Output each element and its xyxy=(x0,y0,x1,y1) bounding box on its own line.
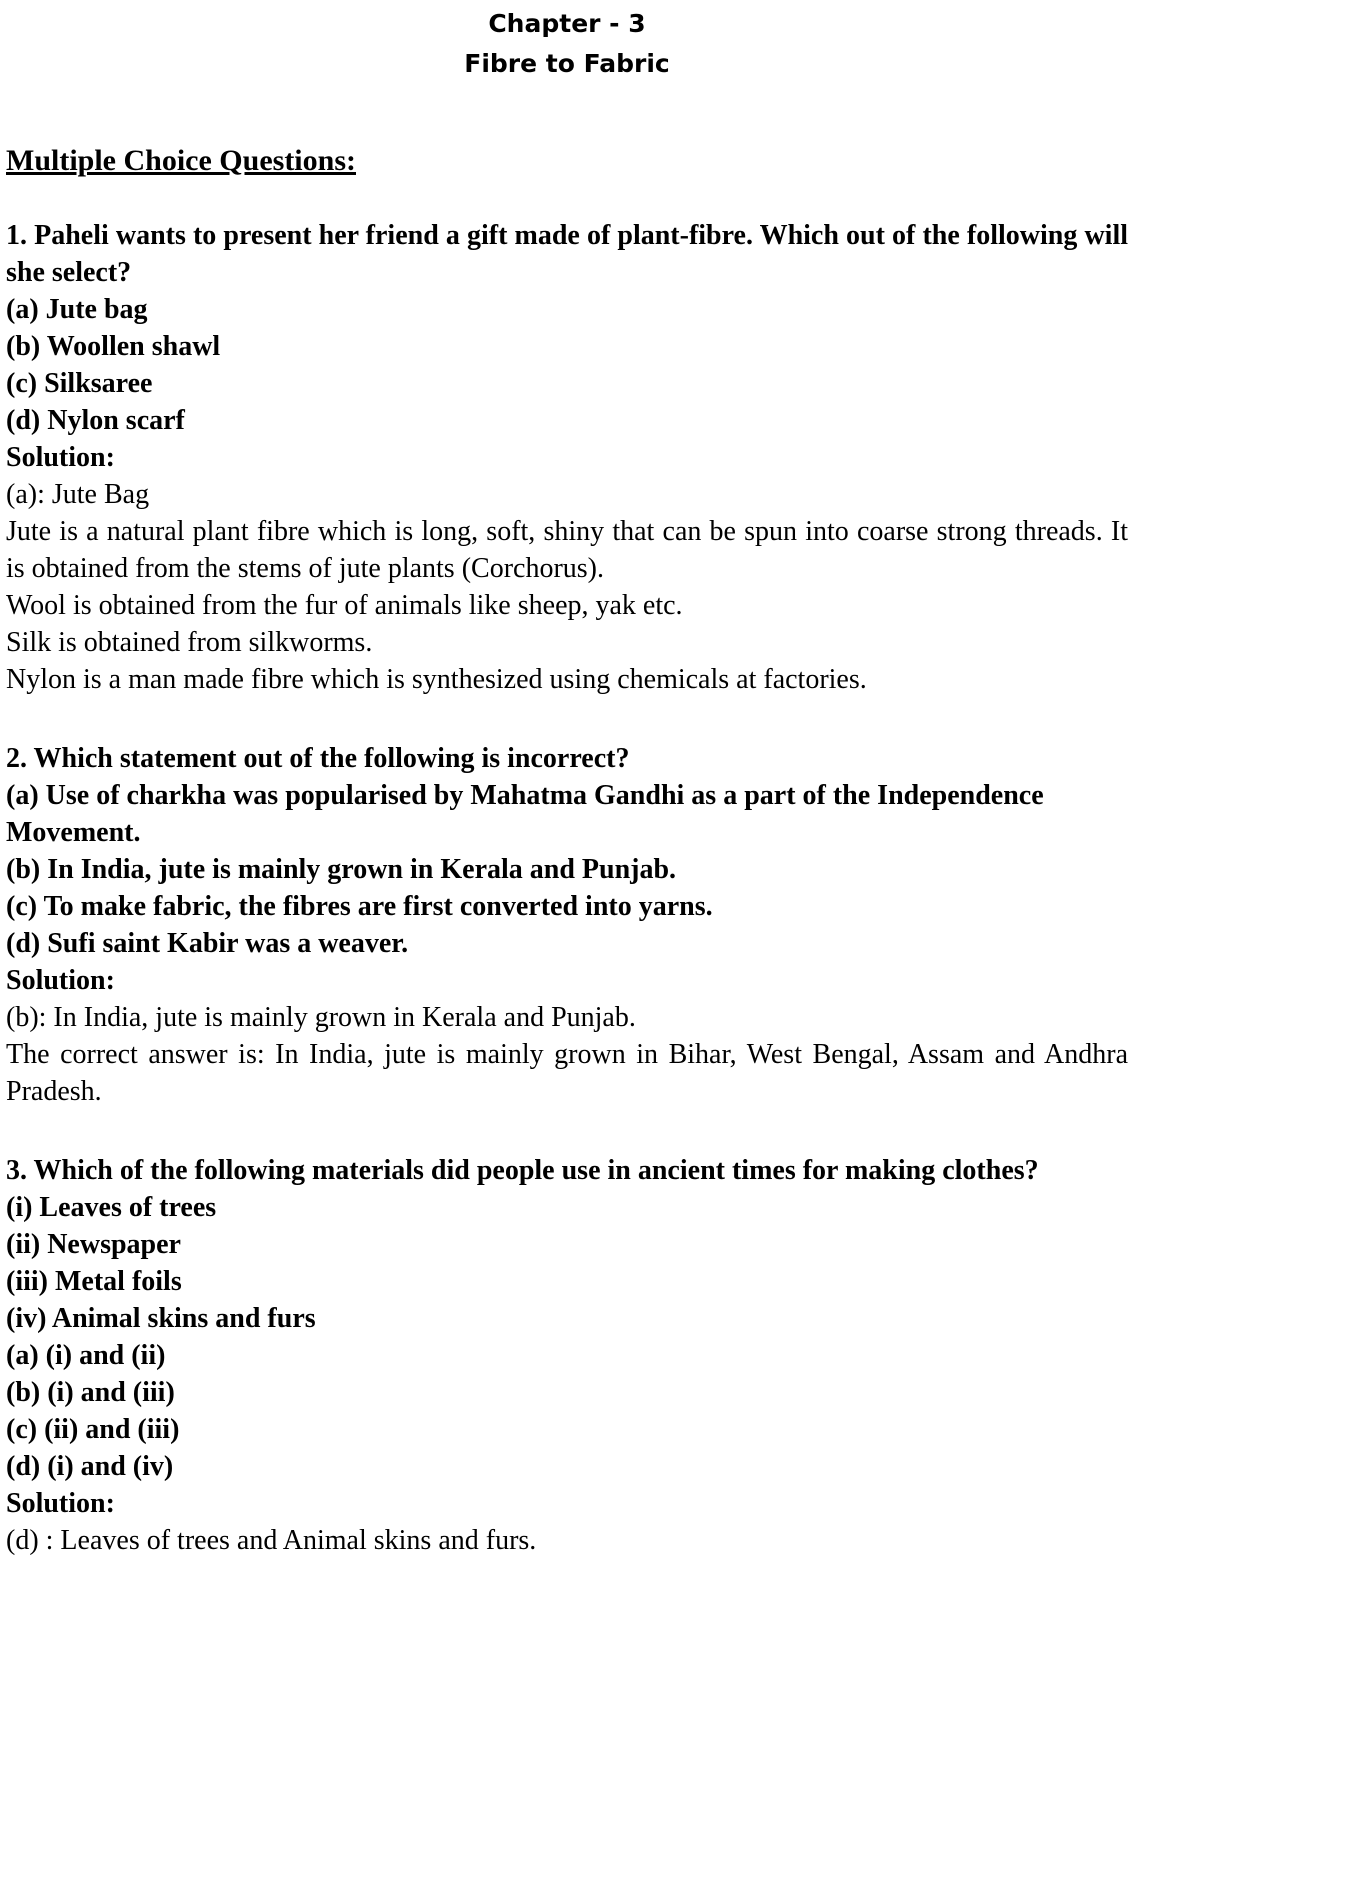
question-block-2 xyxy=(6,740,1128,1110)
question-2-explanation-1: The correct answer is: In India, jute is mainly grown in Bihar, West Bengal, Assam and Andhra Pradesh. xyxy=(6,1039,1128,1107)
question-3-solution-label: Solution: xyxy=(6,1488,115,1519)
question-2-option-d: (d) Sufi saint Kabir was a weaver. xyxy=(6,928,409,959)
question-1-option-a: (a) Jute bag xyxy=(6,294,148,325)
question-2-answer: (b): In India, jute is mainly grown in Kerala and Punjab. xyxy=(6,1002,636,1033)
question-3-item-ii: (ii) Newspaper xyxy=(6,1229,181,1260)
question-1-text: 1. Paheli wants to present her friend a gift made of plant-fibre. Which out of the following will she select? xyxy=(6,220,1128,288)
question-1-explanation-1: Jute is a natural plant fibre which is long, soft, shiny that can be spun into coarse strong threads. It is obtained from the stems of jute plants (Corchorus). xyxy=(6,516,1128,584)
question-3-option-c: (c) (ii) and (iii) xyxy=(6,1414,180,1445)
question-2-text: 2. Which statement out of the following is incorrect? xyxy=(6,743,630,774)
question-3-item-iii: (iii) Metal foils xyxy=(6,1266,182,1297)
question-2-solution-label: Solution: xyxy=(6,965,115,996)
section-heading: Multiple Choice Questions: xyxy=(6,144,356,177)
question-2-option-a: (a) Use of charkha was popularised by Mahatma Gandhi as a part of the Independence Movement. xyxy=(6,780,1044,848)
question-1-answer: (a): Jute Bag xyxy=(6,479,150,510)
question-1-explanation-4: Nylon is a man made fibre which is synthesized using chemicals at factories. xyxy=(6,664,867,695)
question-2-option-c: (c) To make fabric, the fibres are first converted into yarns. xyxy=(6,891,713,922)
question-1-option-c: (c) Silksaree xyxy=(6,368,153,399)
chapter-subtitle: Fibre to Fabric xyxy=(464,49,670,78)
question-block-1 xyxy=(6,217,1128,698)
question-3-text: 3. Which of the following materials did people use in ancient times for making clothes? xyxy=(6,1155,1039,1186)
question-2-option-b: (b) In India, jute is mainly grown in Kerala and Punjab. xyxy=(6,854,677,885)
chapter-heading: Chapter - 3 xyxy=(488,9,646,38)
question-1-option-b: (b) Woollen shawl xyxy=(6,331,221,362)
question-1-solution-label: Solution: xyxy=(6,442,115,473)
question-1-option-d: (d) Nylon scarf xyxy=(6,405,185,436)
question-3-option-b: (b) (i) and (iii) xyxy=(6,1377,175,1408)
question-3-option-d: (d) (i) and (iv) xyxy=(6,1451,174,1482)
question-1-explanation-2: Wool is obtained from the fur of animals like sheep, yak etc. xyxy=(6,590,683,621)
question-block-3 xyxy=(6,1152,1128,1559)
question-1-explanation-3: Silk is obtained from silkworms. xyxy=(6,627,373,658)
question-3-item-i: (i) Leaves of trees xyxy=(6,1192,217,1223)
question-3-option-a: (a) (i) and (ii) xyxy=(6,1340,166,1371)
document-header xyxy=(6,4,1128,84)
question-3-answer: (d) : Leaves of trees and Animal skins and furs. xyxy=(6,1525,537,1556)
question-3-item-iv: (iv) Animal skins and furs xyxy=(6,1303,316,1334)
